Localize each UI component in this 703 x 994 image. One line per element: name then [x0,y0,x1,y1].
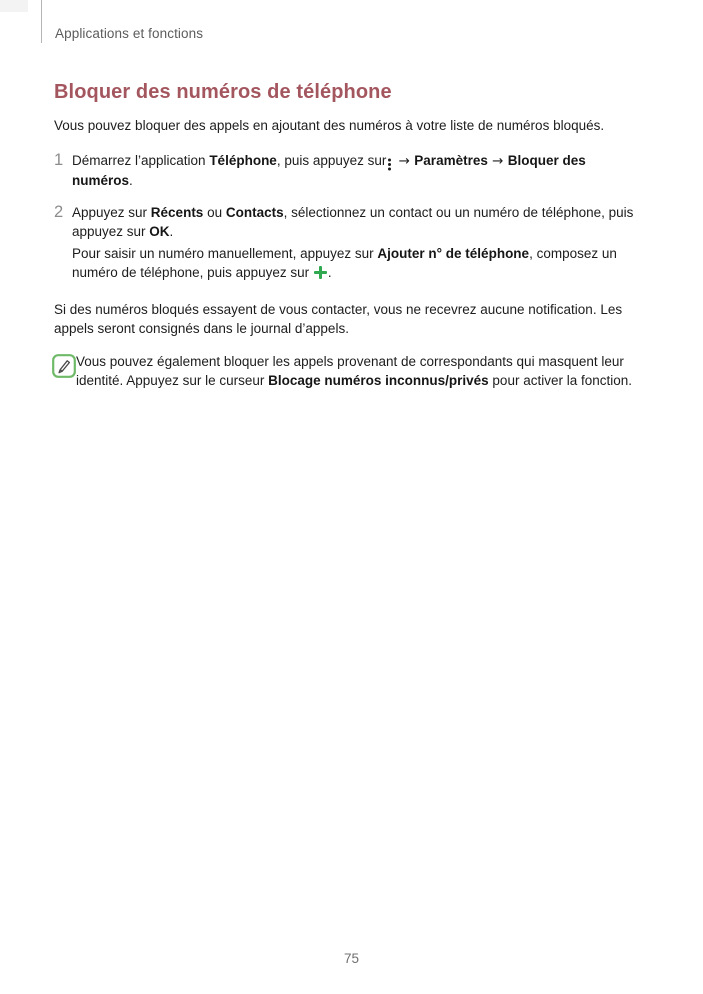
page-number: 75 [343,951,360,966]
step-number: 1 [54,150,64,169]
step-text: Appuyez sur Récents ou Contacts, sélectionnez un contact ou un numéro de téléphone, puis appuyez sur OK. [72,204,634,239]
step-number: 2 [54,202,64,221]
intro-paragraph: Vous pouvez bloquer des appels en ajoutant des numéros à votre liste de numéros bloqués. [54,118,605,133]
arrow-right: → [394,152,415,169]
step-2-sub-paragraph: Pour saisir un numéro manuellement, appuyez sur Ajouter n° de téléphone, composez un numéro de téléphone, puis appuyez sur . [72,245,617,280]
running-header: Applications et fonctions [55,26,204,41]
page-content [54,80,650,391]
plus-icon [314,266,327,279]
note-text: Vous pouvez également bloquer les appels provenant de correspondants qui masquent leur identité. Appuyez sur le curseur Blocage numéros inconnus/privés pour activer la fonction. [76,353,632,388]
step-text: Démarrez l’application Téléphone, puis appuyez sur → Paramètres → Bloquer des numéros. [72,152,586,188]
note-block [54,352,650,391]
header-rule [41,0,42,43]
kebab-icon [388,163,391,166]
step-list [54,151,650,242]
step-item-2 [54,203,650,242]
arrow-right: → [487,152,508,169]
section-title: Bloquer des numéros de téléphone [54,81,392,103]
step-item-1 [54,151,650,191]
outro-paragraph: Si des numéros bloqués essayent de vous contacter, vous ne recevrez aucune notification. Les appels seront consignés dans le journal d’appels. [54,301,623,336]
page-corner-artifact [0,0,28,12]
note-pencil-icon [52,352,76,391]
